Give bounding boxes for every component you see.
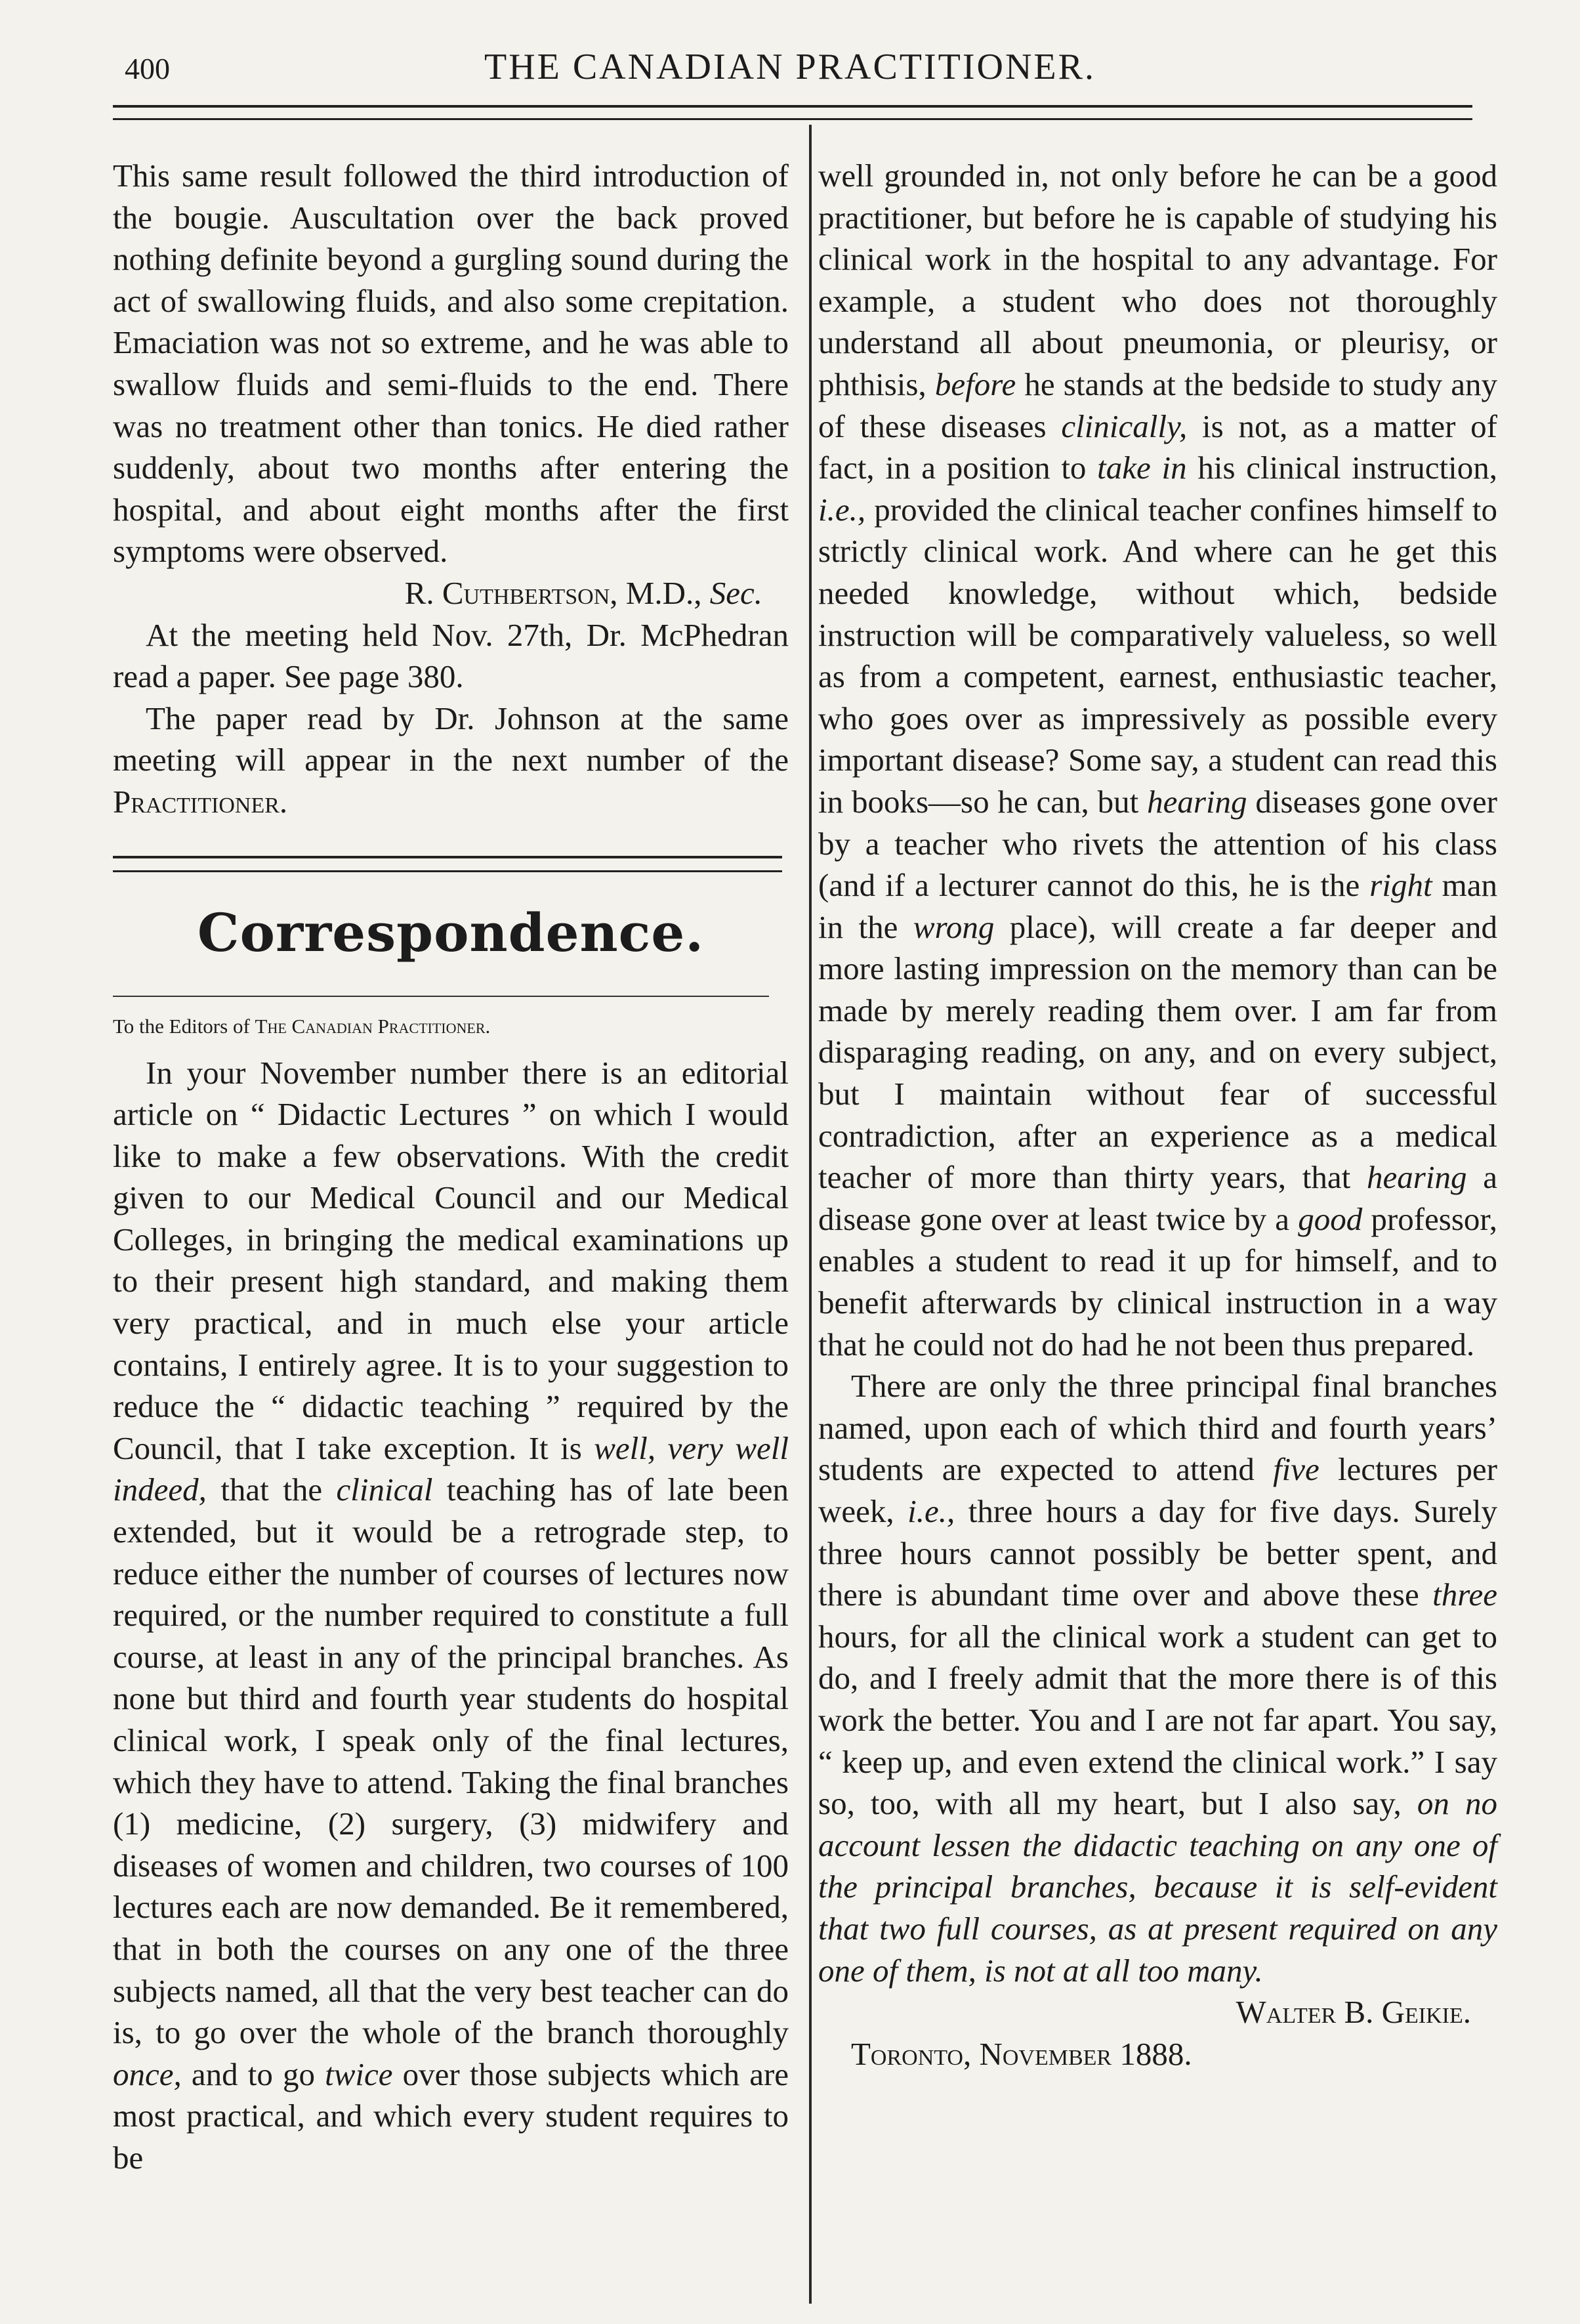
- letter-emphasis: right: [1369, 867, 1432, 904]
- letter-text: he stands at the bedside to study any of these diseases: [818, 366, 1498, 444]
- letter-emphasis: wrong: [913, 908, 995, 945]
- letter-emphasis: three: [1432, 1576, 1497, 1613]
- letter-emphasis: five: [1273, 1451, 1320, 1488]
- to-editors-journal: The Canadian Practitioner.: [255, 1014, 491, 1038]
- letter-emphasis: twice: [325, 2056, 393, 2092]
- letter-text: teaching has of late been extended, but it would be a retrograde step, to reduce either the number of courses of lectures now required, or the number required to constitute a full course, at least in any of the principal branches. As none but third and fourth year students do hospital clinical work, I speak only of the final lectures, which they have to attend. Taking the final branches (1) medicine, (2) surgery, (3) midwifery and diseases of women and children, two courses of 100 lectures each are now demanded. Be it remembered, that in both the courses on any one of the three subjects named, all that the very best teacher can do is, to go over the whole of the branch thoroughly: [113, 1471, 789, 2051]
- letter-emphasis: well, very well indeed,: [113, 1429, 789, 1508]
- johnson-note-journal: Practitioner.: [113, 783, 288, 820]
- meeting-note: At the meeting held Nov. 27th, Dr. McPhedran read a paper. See page 380.: [113, 616, 789, 695]
- right-column: [818, 155, 1497, 2075]
- letter-text: and to go: [191, 2056, 315, 2092]
- letter-dateline: [818, 2033, 1497, 2075]
- letter-text: professor, enables a student to read it up for himself, and to benefit afterwards by clinical instruction in a way that he could not do had he not been thus prepared.: [818, 1200, 1498, 1363]
- letter-text: lectures per week,: [818, 1451, 1497, 1529]
- section-rule-thin: [113, 870, 782, 872]
- letter-emphasis: clinical: [336, 1471, 433, 1508]
- dateline-text: Toronto, November 1888.: [851, 2035, 1192, 2072]
- letter-text: provided the clinical teacher confines himself to strictly clinical work. And where can he get this needed knowledge, without which, bedside instruction will be comparatively valueless, so well as from a competent, earnest, enthusiastic teacher, who goes over as impressively as possible every important disease? Some say, a student can read this in books—so he can, but: [818, 491, 1498, 820]
- letter-text: a disease gone over at least twice by a: [818, 1159, 1497, 1237]
- johnson-note-text: The paper read by Dr. Johnson at the same meeting will appear in the next number of the: [113, 700, 789, 778]
- letter-paragraph-3: [818, 1365, 1497, 1991]
- letter-text: three hours a day for five days. Surely three hours cannot possibly be better spent, and there is abundant time over and above these: [818, 1493, 1498, 1613]
- letter-text: hours, for all the clinical work a student can get to do, and I freely admit that the more there is of this work the better. You and I are not far apart. You say, “ keep up, and even extend the clinical work.” I say so, too, with all my heart, but I also say,: [818, 1618, 1497, 1822]
- letter-emphasis: once,: [113, 2056, 182, 2092]
- letter-emphasis: hearing: [1147, 783, 1247, 820]
- letter-emphasis: on no account lessen the didactic teaching on any one of the principal branches, because it is self-evident that two full courses, as at present required on any one of them, is not at all too many.: [818, 1785, 1498, 1989]
- letter-emphasis: hearing: [1367, 1159, 1467, 1196]
- letter-text: diseases gone over by a teacher who rivets the attention of his class (and if a lecturer cannot do this, he is the: [818, 783, 1498, 904]
- title-underline-rule: [113, 996, 769, 997]
- letter-text: There are only the three principal final branches named, upon each of which third and fourth years’ students are expected to attend: [818, 1368, 1497, 1488]
- letter-text: is not, as a matter of fact, in a position to: [818, 408, 1497, 486]
- letter-address: [113, 1010, 789, 1043]
- secretary-signature: [113, 572, 789, 614]
- letter-text: man in the: [818, 867, 1497, 945]
- letter-emphasis: i.e.,: [818, 491, 866, 528]
- letter-paragraph-1: [113, 1052, 789, 2179]
- letter-text: place), will create a far deeper and more lasting impression on the memory than can be made by merely reading them over. I am far from disparaging reading, on any, and on every subject, but I maintain without fear of successful contradiction, after an experience as a medical teacher of more than thirty years, that: [818, 908, 1498, 1196]
- letter-emphasis: i.e.,: [907, 1493, 955, 1529]
- letter-text: In your November number there is an editorial article on “ Didactic Lectures ” on which I would like to make a few observations. With the credit given to our Medical Council and our Medical Colleges, in bringing the medical examinations up to their present high standard, and making them very practical, and in much else your article contains, I entirely agree. It is to your suggestion to reduce the “ didactic teaching ” required by the Council, that I take exception. It is: [113, 1054, 789, 1466]
- letter-text: well grounded in, not only before he can be a good practitioner, but before he is capable of studying his clinical work in the hospital to any advantage. For example, a student who does not thoroughly understand all about pneumonia, or pleurisy, or phthisis,: [818, 158, 1497, 402]
- signature-name: R. Cuthbertson, M.D.,: [404, 574, 702, 611]
- header-rule-thick: [113, 105, 1472, 108]
- running-head: [118, 46, 1462, 92]
- section-title-correspondence: Correspondence.: [197, 901, 705, 963]
- johnson-paper-note: [113, 698, 789, 823]
- case-report-paragraph: This same result followed the third introduction of the bougie. Auscultation over the back proved nothing definite beyond a gurgling sound during the act of swallowing fluids, and also some crepitation. Emaciation was not so extreme, and he was able to swallow fluids and semi-fluids to the end. There was no treatment other than tonics. He died rather suddenly, about two months after entering the hospital, and about eight months after the first symptoms were observed.: [113, 158, 789, 570]
- letter-emphasis: take in: [1097, 450, 1187, 486]
- section-rule-thick: [113, 856, 782, 858]
- letter-text: that the: [220, 1471, 323, 1508]
- left-column: [113, 155, 789, 2179]
- section-divider: [113, 856, 789, 872]
- letter-text: over those subjects which are most practical, and which every student requires to be: [113, 2056, 789, 2176]
- letter-emphasis: clinically,: [1061, 408, 1188, 444]
- letter-emphasis: before: [934, 366, 1016, 402]
- letter-signature: Walter B. Geikie.: [1236, 1994, 1471, 2031]
- letter-paragraph-2: [818, 155, 1497, 1365]
- header-rule-thin: [113, 118, 1472, 120]
- to-editors-prefix: To the Editors of: [113, 1014, 250, 1038]
- letter-emphasis: good: [1298, 1200, 1363, 1237]
- letter-text: his clinical instruction,: [1197, 450, 1497, 486]
- column-divider: [809, 125, 812, 2304]
- signature-role: Sec.: [709, 574, 762, 611]
- journal-title: THE CANADIAN PRACTITIONER.: [484, 47, 1096, 87]
- page-number: 400: [125, 52, 170, 85]
